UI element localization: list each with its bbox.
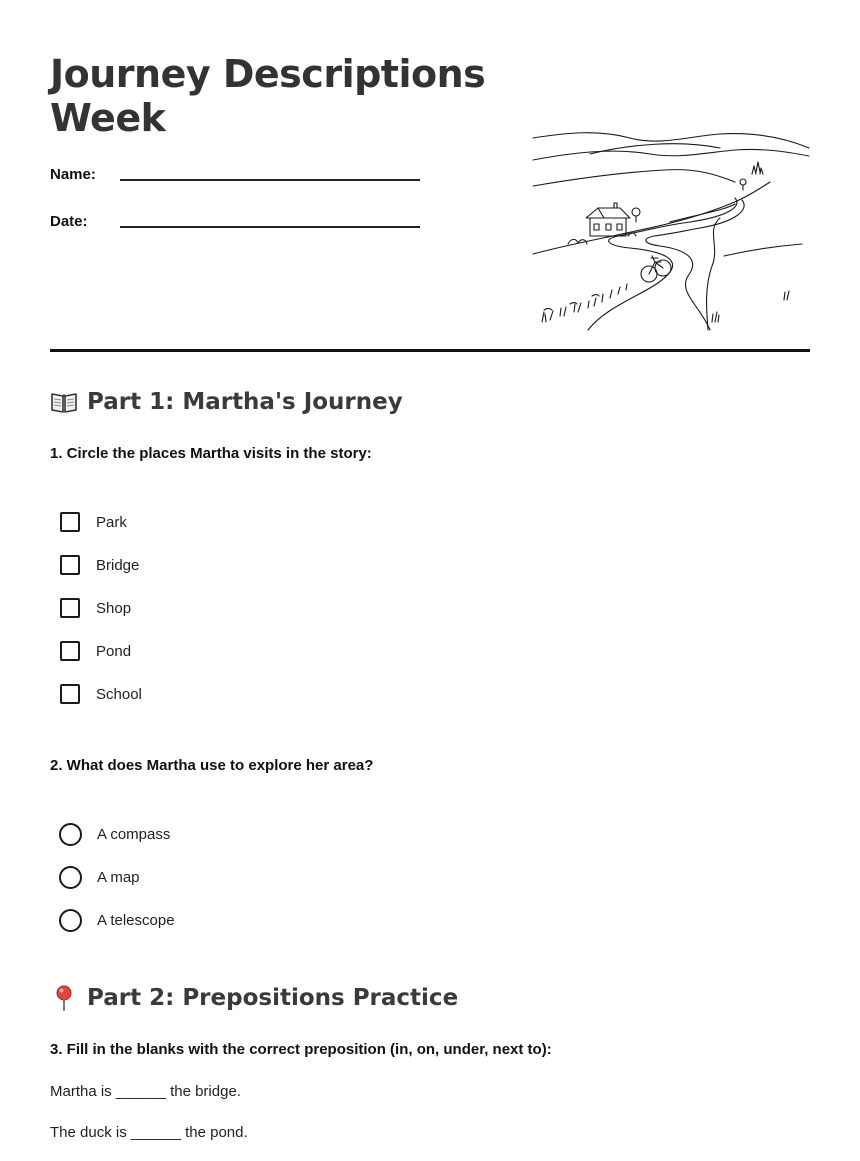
option-telescope[interactable] xyxy=(60,907,175,933)
header-divider xyxy=(50,349,810,352)
checkbox[interactable] xyxy=(60,512,80,532)
option-map[interactable] xyxy=(60,864,140,890)
option-bridge[interactable] xyxy=(60,552,139,578)
option-pond[interactable] xyxy=(60,638,131,664)
open-book-icon xyxy=(50,388,78,416)
checkbox[interactable] xyxy=(60,555,80,575)
question-2: 2. What does Martha use to explore her area? xyxy=(50,757,374,774)
checkbox[interactable] xyxy=(60,684,80,704)
name-input-line[interactable] xyxy=(120,179,420,181)
countryside-path-bicycle-illustration xyxy=(530,126,812,334)
option-label: Bridge xyxy=(96,556,140,574)
name-label: Name: xyxy=(50,166,96,183)
part2-heading xyxy=(50,984,458,1012)
option-park[interactable] xyxy=(60,509,127,535)
option-shop[interactable] xyxy=(60,595,131,621)
title-line-2: Week xyxy=(50,96,166,140)
date-field xyxy=(50,213,430,239)
radio-button[interactable] xyxy=(59,823,82,846)
option-label: A map xyxy=(97,868,140,886)
worksheet-title xyxy=(50,52,490,140)
option-label: A compass xyxy=(97,825,171,843)
option-label: Pond xyxy=(96,642,132,660)
radio-button[interactable] xyxy=(59,866,82,889)
pushpin-icon xyxy=(50,984,78,1012)
option-label: A telescope xyxy=(97,911,175,929)
part2-heading-text: Part 2: Prepositions Practice xyxy=(87,985,459,1011)
question-3: 3. Fill in the blanks with the correct preposition (in, on, under, next to): xyxy=(50,1041,552,1058)
part1-heading xyxy=(50,388,403,416)
option-compass[interactable] xyxy=(60,821,170,847)
fill-blank-sentence-1: Martha is ______ the bridge. xyxy=(50,1083,241,1100)
name-field xyxy=(50,166,430,192)
option-label: Park xyxy=(96,513,127,531)
radio-button[interactable] xyxy=(59,909,82,932)
part1-heading-text: Part 1: Martha's Journey xyxy=(87,389,403,415)
date-label: Date: xyxy=(50,213,88,230)
checkbox[interactable] xyxy=(60,598,80,618)
checkbox[interactable] xyxy=(60,641,80,661)
option-label: School xyxy=(96,685,142,703)
fill-blank-sentence-2: The duck is ______ the pond. xyxy=(50,1124,248,1141)
option-school[interactable] xyxy=(60,681,142,707)
question-1: 1. Circle the places Martha visits in the story: xyxy=(50,445,372,462)
title-line-1: Journey Descriptions xyxy=(50,52,486,96)
option-label: Shop xyxy=(96,599,132,617)
date-input-line[interactable] xyxy=(120,226,420,228)
